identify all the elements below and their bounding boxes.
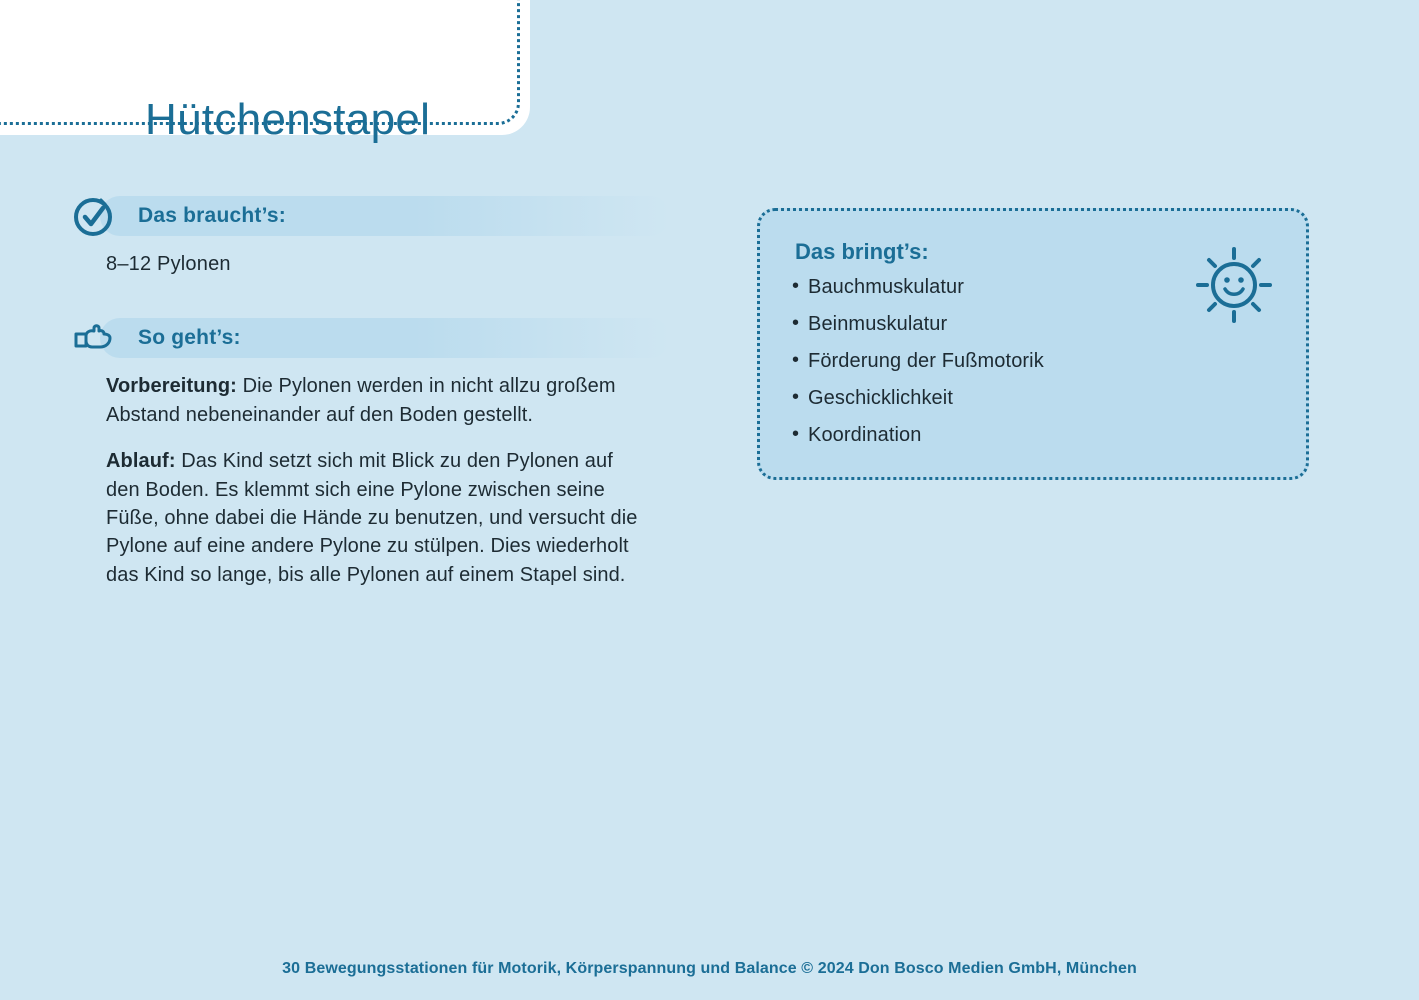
paragraph-body: Das Kind setzt sich mit Blick zu den Pylonen auf den Boden. Es klemmt sich eine Pylone zwischen seine Füße, ohne dabei die Hände zu benutzen, und versucht die Pylone auf eine andere Pylone zu stülpen. Dies wiederholt das Kind so lange, bis alle Pylonen auf einem Stapel sind. [106,450,638,586]
pointing-hand-icon [70,316,116,360]
howto-heading-row [70,318,670,358]
list-item: • Koordination [792,425,1044,445]
howto-heading-label: So geht’s: [138,326,241,350]
list-item: • Beinmuskulatur [792,314,1044,334]
benefits-list [792,277,1044,462]
paragraph-body: Die Pylonen werden in nicht allzu großem Abstand nebeneinander auf den Boden gestellt. [106,375,616,426]
check-circle-icon [70,194,116,238]
list-item: • Förderung der Fußmotorik [792,351,1044,371]
paragraph-lead: Vorbereitung: [106,375,237,398]
footer-copyright: 30 Bewegungsstationen für Motorik, Körperspannung und Balance © 2024 Don Bosco Medien GmbH, München [282,960,1137,977]
howto-paragraph-preparation [106,372,651,429]
needs-heading-label: Das braucht’s: [138,204,286,227]
paragraph-lead: Ablauf: [106,450,176,473]
needs-heading-row [70,196,670,236]
benefits-heading: Das bringt’s: [795,239,929,264]
needs-text: 8–12 Pylonen [106,253,231,275]
list-item: • Geschicklichkeit [792,388,1044,408]
page-title: Hütchenstapel [145,95,431,144]
howto-paragraph-procedure [106,447,651,589]
left-column [70,196,670,607]
smiling-sun-icon [1188,239,1280,331]
benefits-box [757,208,1309,480]
list-item: • Bauchmuskulatur [792,277,1044,297]
